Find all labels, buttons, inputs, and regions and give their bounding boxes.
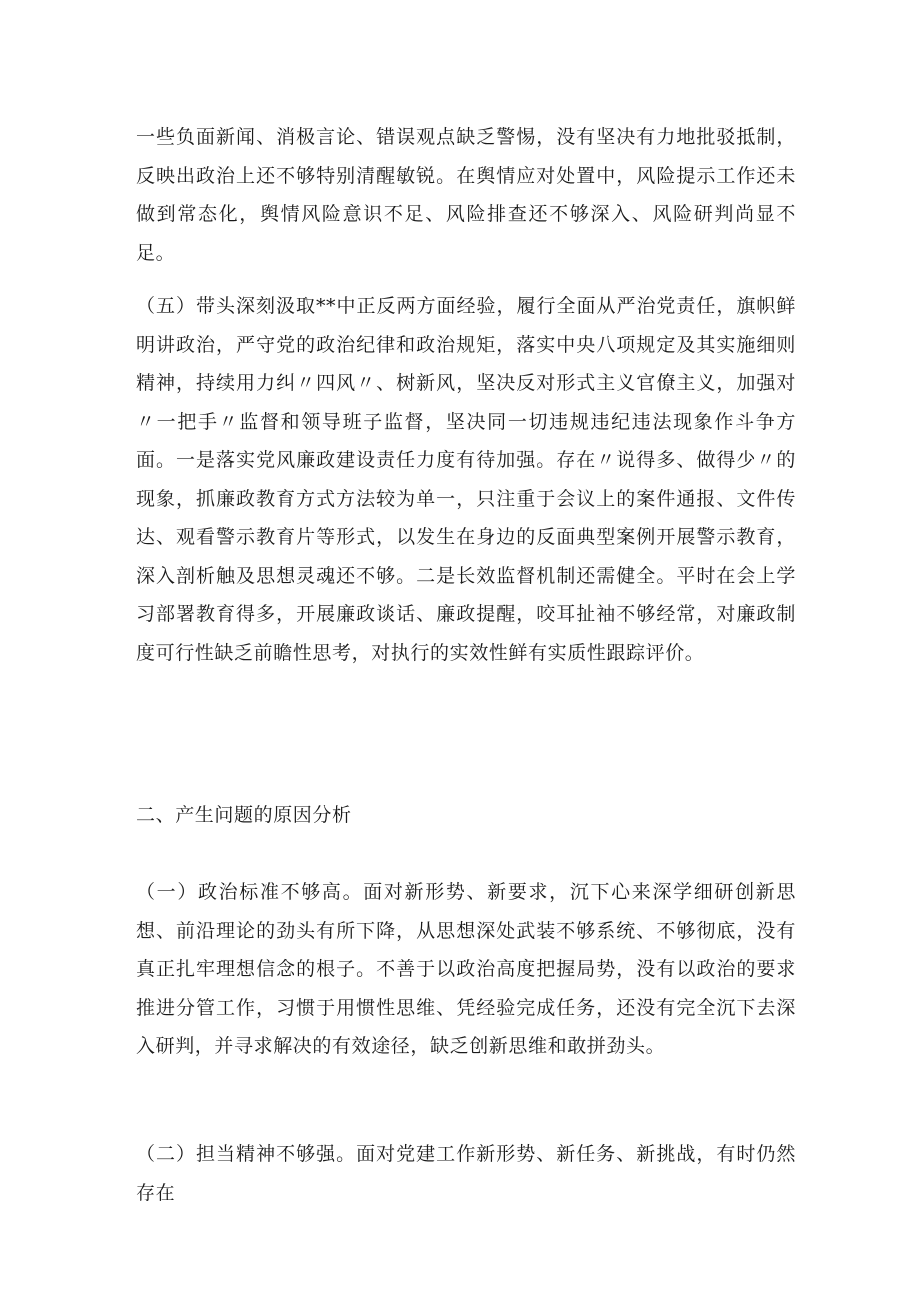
paragraph-item-five: （五）带头深刻汲取**中正反两方面经验，履行全面从严治党责任，旗帜鲜明讲政治，严守党的政治纪律和政治规矩，落实中央八项规定及其实施细则精神，持续用力纠〃四风〃、树新风，坚决反对形式主义官僚主义，加强对〃一把手〃监督和领导班子监督，坚决同一切违规违纪违法现象作斗争方面。一是落实党风廉政建设责任力度有待加强。存在〃说得多、做得少〃的现象，抓廉政教育方式方法较为单一，只注重于会议上的案件通报、文件传达、观看警示教育片等形式，以发生在身边的反面典型案例开展警示教育，深入剖析触及思想灵魂还不够。二是长效监督机制还需健全。平时在会上学习部署教育得多，开展廉政谈话、廉政提醒，咬耳扯袖不够经常，对廉政制度可行性缺乏前瞻性思考，对执行的实效性鲜有实质性跟踪评价。 — [136, 295, 796, 664]
paragraph-cause-one: （一）政治标准不够高。面对新形势、新要求，沉下心来深学细研创新思想、前沿理论的劲头有所下降，从思想深处武装不够系统、不够彻底，没有真正扎牢理想信念的根子。不善于以政治高度把握局势，没有以政治的要求推进分管工作，习惯于用惯性思维、凭经验完成任务，还没有完全沉下去深入研判，并寻求解决的有效途径，缺乏创新思维和敢拼劲头。 — [136, 881, 796, 1057]
paragraph-cause-two: （二）担当精神不够强。面对党建工作新形势、新任务、新挑战，有时仍然存在 — [136, 1143, 796, 1204]
section-heading-cause-analysis: 二、产生问题的原因分析 — [136, 804, 352, 826]
paragraph-negative-news: 一些负面新闻、消极言论、错误观点缺乏警惕，没有坚决有力地批驳抵制，反映出政治上还不够特别清醒敏锐。在舆情应对处置中，风险提示工作还未做到常态化，舆情风险意识不足、风险排查还不够深入、风险研判尚显不足。 — [136, 126, 796, 264]
